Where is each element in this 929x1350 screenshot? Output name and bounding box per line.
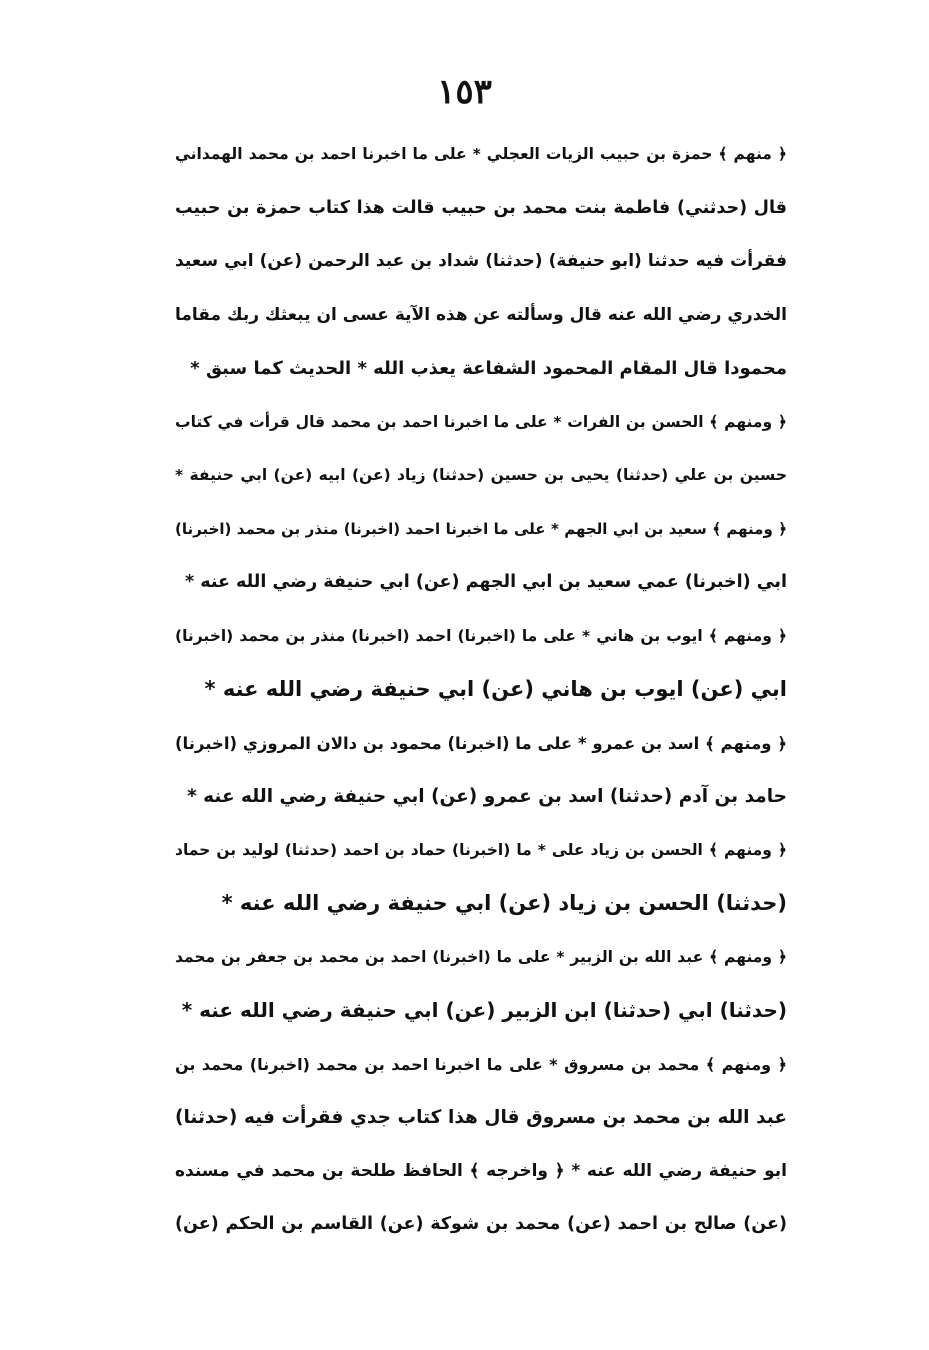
page-number: ١٥٣ <box>437 72 492 112</box>
text-line: محمودا قال المقام المحمود الشفاعة يعذب الله * الحديث كما سبق * <box>190 358 787 379</box>
text-line: ﴿ ومنهم ﴾ اسد بن عمرو * على ما (اخبرنا) محمود بن دالان المروزي (اخبرنا) <box>175 733 787 753</box>
text-line: ﴿ ومنهم ﴾ ايوب بن هاني * على ما (اخبرنا) احمد (اخبرنا) منذر بن محمد (اخبرنا) <box>175 626 787 645</box>
text-line: ابي (اخبرنا) عمي سعيد بن ابي الجهم (عن) ابي حنيفة رضي الله عنه * <box>185 572 787 592</box>
text-line: ابي (عن) ايوب بن هاني (عن) ابي حنيفة رضي الله عنه * <box>204 677 787 701</box>
text-line: ﴿ ومنهم ﴾ سعيد بن ابي الجهم * على ما اخبرنا احمد (اخبرنا) منذر بن محمد (اخبرنا) <box>175 519 787 538</box>
text-line: ﴿ ومنهم ﴾ الحسن بن زياد على * ما (اخبرنا) حماد بن احمد (حدثنا) لوليد بن حماد <box>175 840 787 859</box>
text-line: (حدثنا) الحسن بن زياد (عن) ابي حنيفة رضي الله عنه * <box>221 891 787 915</box>
text-line: (حدثنا) ابي (حدثنا) ابن الزبير (عن) ابي حنيفة رضي الله عنه * <box>181 998 787 1022</box>
text-line: عبد الله بن محمد بن مسروق قال هذا كتاب جدي فقرأت فيه (حدثنا) <box>175 1107 787 1128</box>
body-text <box>175 128 787 1252</box>
text-line: ابو حنيفة رضي الله عنه * ﴿ واخرجه ﴾ الحافظ طلحة بن محمد في مسنده <box>175 1160 787 1181</box>
text-line: ﴿ ومنهم ﴾ محمد بن مسروق * على ما اخبرنا احمد بن محمد (اخبرنا) محمد بن <box>175 1054 787 1074</box>
text-line: ﴿ ومنهم ﴾ عبد الله بن الزبير * على ما (اخبرنا) احمد بن محمد بن جعفر بن محمد <box>175 947 787 966</box>
text-line: (عن) صالح بن احمد (عن) محمد بن شوكة (عن) القاسم بن الحكم (عن) <box>175 1214 787 1234</box>
text-line: ﴿ منهم ﴾ حمزة بن حبيب الزيات العجلي * على ما اخبرنا احمد بن محمد الهمداني <box>175 145 787 163</box>
text-line: حامد بن آدم (حدثنا) اسد بن عمرو (عن) ابي حنيفة رضي الله عنه * <box>187 786 787 807</box>
text-line: حسين بن علي (حدثنا) يحيى بن حسين (حدثنا) زياد (عن) ابيه (عن) ابي حنيفة * <box>175 466 787 484</box>
text-line: ﴿ ومنهم ﴾ الحسن بن الفرات * على ما اخبرنا احمد بن محمد قال قرأت في كتاب <box>175 412 787 431</box>
text-line: فقرأت فيه حدثنا (ابو حنيفة) (حدثنا) شداد بن عبد الرحمن (عن) ابي سعيد <box>175 251 787 271</box>
text-line: الخدري رضي الله عنه قال وسألته عن هذه الآية عسى ان يبعثك ربك مقاما <box>175 304 787 325</box>
text-line: قال (حدثني) فاطمة بنت محمد بن حبيب قالت هذا كتاب حمزة بن حبيب <box>175 197 787 218</box>
